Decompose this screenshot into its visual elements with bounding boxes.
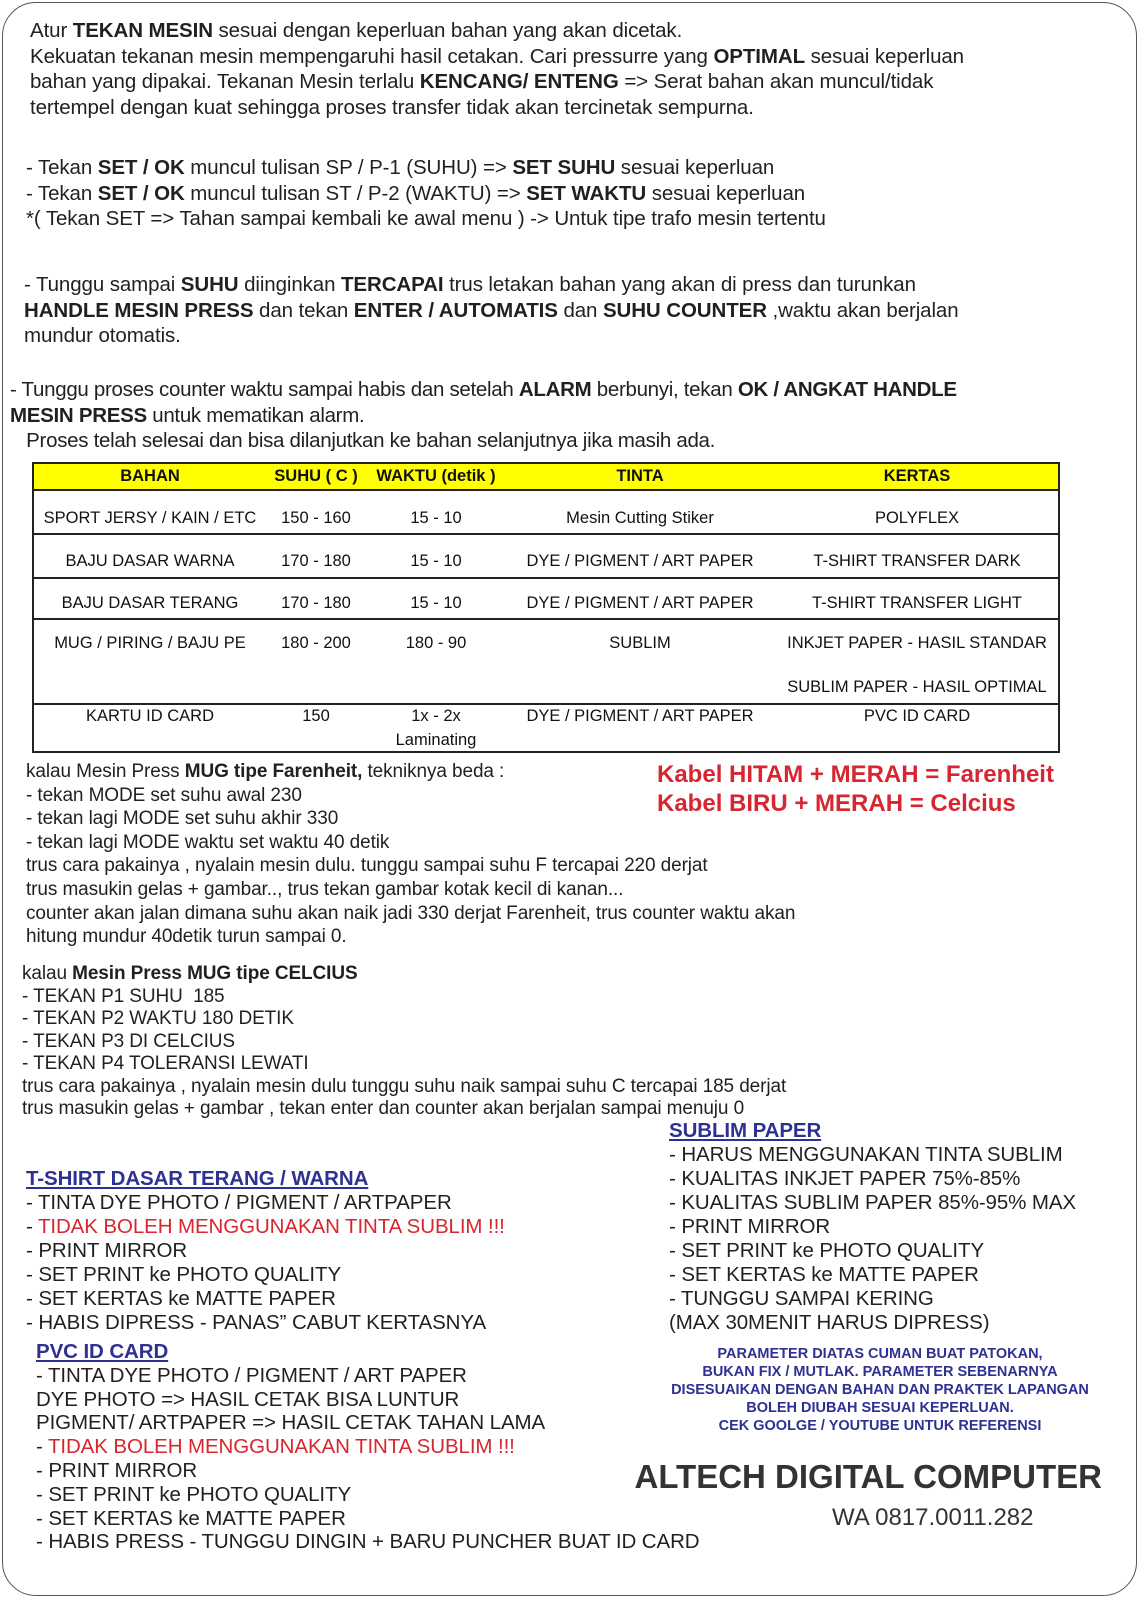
header-kertas: KERTAS xyxy=(883,467,951,485)
cable-legend xyxy=(657,760,1054,818)
text-line: - tekan MODE set suhu awal 230 xyxy=(26,784,302,806)
text-line: *( Tekan SET => Tahan sampai kembali ke awal menu ) -> Untuk tipe trafo mesin tertentu xyxy=(26,207,826,230)
cell-bahan: KARTU ID CARD xyxy=(85,707,215,725)
cell-suhu: 170 - 180 xyxy=(281,594,351,612)
pvc-list xyxy=(36,1364,700,1554)
text-line: PIGMENT/ ARTPAPER => HASIL CETAK TAHAN LAMA xyxy=(36,1411,546,1435)
text-line: - TEKAN P4 TOLERANSI LEWATI xyxy=(22,1053,309,1074)
text-line: - SET KERTAS ke MATTE PAPER xyxy=(36,1506,346,1530)
table-header-row xyxy=(34,464,1058,491)
cell-tinta: SUBLIM xyxy=(609,634,671,652)
tshirt-list xyxy=(26,1191,505,1335)
text-line: - TEKAN P2 WAKTU 180 DETIK xyxy=(22,1008,294,1029)
text-line: - SET KERTAS ke MATTE PAPER xyxy=(669,1263,979,1286)
header-bahan: BAHAN xyxy=(120,467,180,485)
cell-tinta: DYE / PIGMENT / ART PAPER xyxy=(526,594,754,612)
text-line: - Tekan SET / OK muncul tulisan ST / P-2 (WAKTU) => SET WAKTU sesuai keperluan xyxy=(26,181,806,205)
sublim-list xyxy=(669,1143,1076,1335)
text-line: - HARUS MENGGUNAKAN TINTA SUBLIM xyxy=(669,1143,1063,1166)
sublim-section xyxy=(669,1119,1076,1335)
note-line: CEK GOOLGE / YOUTUBE UNTUK REFERENSI xyxy=(718,1418,1042,1434)
text-line: - SET PRINT ke PHOTO QUALITY xyxy=(26,1263,342,1286)
alarm-step-paragraph xyxy=(10,377,957,454)
text-line: - PRINT MIRROR xyxy=(669,1215,831,1238)
text-line: - KUALITAS INKJET PAPER 75%-85% xyxy=(669,1167,1021,1190)
text-line: mundur otomatis. xyxy=(24,324,181,347)
text-line: - Tekan SET / OK muncul tulisan SP / P-1 (SUHU) => SET SUHU sesuai keperluan xyxy=(26,156,775,179)
text-line: - Tunggu proses counter waktu sampai habis dan setelah ALARM berbunyi, tekan OK / ANGKAT HANDLE xyxy=(10,378,957,401)
cell-waktu: 180 - 90 xyxy=(405,634,467,652)
cell-kertas: T-SHIRT TRANSFER DARK xyxy=(813,552,1021,570)
cell-tinta: DYE / PIGMENT / ART PAPER xyxy=(526,707,754,725)
text-line: - HABIS DIPRESS - PANAS” CABUT KERTASNYA xyxy=(26,1311,487,1334)
cell-suhu: 150 xyxy=(302,707,330,725)
text-line: Proses telah selesai dan bisa dilanjutkan ke bahan selanjutnya jika masih ada. xyxy=(10,429,716,452)
text-line: counter akan jalan dimana suhu akan naik jadi 330 derjat Farenheit, trus counter waktu akan xyxy=(26,902,796,924)
note-line: DISESUAIKAN DENGAN BAHAN DAN PRAKTEK LAPANGAN xyxy=(671,1382,1089,1398)
text-line: - tekan lagi MODE waktu set waktu 40 detik xyxy=(26,831,390,853)
cell-waktu: 15 - 10 xyxy=(410,509,462,527)
cell-tinta: DYE / PIGMENT / ART PAPER xyxy=(526,552,754,570)
text-line: - KUALITAS SUBLIM PAPER 85%-95% MAX xyxy=(669,1191,1077,1214)
text-line: - PRINT MIRROR xyxy=(26,1239,188,1262)
text-line: trus masukin gelas + gambar.., trus tekan gambar kotak kecil di kanan... xyxy=(26,878,624,900)
text-line: - SET KERTAS ke MATTE PAPER xyxy=(26,1287,336,1310)
cell-tinta: Mesin Cutting Stiker xyxy=(566,509,714,527)
celcius-instructions xyxy=(22,963,786,1121)
text-line: MESIN PRESS untuk mematikan alarm. xyxy=(10,403,365,427)
cell-waktu: 15 - 10 xyxy=(410,552,462,570)
text-line: - PRINT MIRROR xyxy=(36,1458,198,1482)
cell-bahan: BAJU DASAR TERANG xyxy=(61,594,239,612)
table-row xyxy=(34,491,1058,535)
pvc-section xyxy=(36,1340,700,1554)
disclaimer-note xyxy=(640,1345,1120,1435)
note-line: PARAMETER DIATAS CUMAN BUAT PATOKAN, xyxy=(717,1346,1043,1362)
text-line: - SET PRINT ke PHOTO QUALITY xyxy=(669,1239,985,1262)
cell-suhu: 170 - 180 xyxy=(281,552,351,570)
text-line: kalau Mesin Press MUG tipe Farenheit, tekniknya beda : xyxy=(26,761,505,782)
text-line: HANDLE MESIN PRESS dan tekan ENTER / AUTOMATIS dan SUHU COUNTER ,waktu akan berjalan xyxy=(24,298,959,322)
note-line: BOLEH DIUBAH SESUAI KEPERLUAN. xyxy=(746,1400,1014,1416)
cell-kertas-secondary: SUBLIM PAPER - HASIL OPTIMAL xyxy=(787,678,1047,696)
cell-kertas: T-SHIRT TRANSFER LIGHT xyxy=(812,594,1022,612)
text-line: - TEKAN P3 DI CELCIUS xyxy=(22,1030,235,1052)
text-line: Kekuatan tekanan mesin mempengaruhi hasil cetakan. Cari pressurre yang OPTIMAL sesuai keperluan xyxy=(30,44,964,68)
sublim-title: SUBLIM PAPER xyxy=(669,1119,822,1142)
press-settings-table xyxy=(32,462,1060,753)
text-line: trus cara pakainya , nyalain mesin dulu. tunggu sampai suhu F tercapai 220 derjat xyxy=(26,855,708,877)
text-line: - TUNGGU SAMPAI KERING xyxy=(669,1287,934,1310)
cell-kertas: INKJET PAPER - HASIL STANDAR xyxy=(787,634,1047,652)
table-row xyxy=(34,620,1058,705)
text-line: - TEKAN P1 SUHU 185 xyxy=(22,985,225,1007)
text-line: trus cara pakainya , nyalain mesin dulu tunggu suhu naik sampai suhu C tercapai 185 derjat xyxy=(22,1075,787,1097)
set-steps-list xyxy=(26,155,826,232)
text-line: - Tunggu sampai SUHU diinginkan TERCAPAI trus letakan bahan yang akan di press dan turunkan xyxy=(24,273,916,296)
note-line: BUKAN FIX / MUTLAK. PARAMETER SEBENARNYA xyxy=(702,1364,1058,1380)
text-line: bahan yang dipakai. Tekanan Mesin terlalu KENCANG/ ENTENG => Serat bahan akan muncul/tidak xyxy=(30,70,934,93)
cell-suhu: 150 - 160 xyxy=(281,509,351,527)
whatsapp-contact: WA 0817.0011.282 xyxy=(832,1504,1034,1531)
tshirt-title: T-SHIRT DASAR TERANG / WARNA xyxy=(26,1167,369,1190)
header-waktu: WAKTU (detik ) xyxy=(376,467,496,485)
text-line: - tekan lagi MODE set suhu akhir 330 xyxy=(26,808,339,830)
cable-celcius: Kabel BIRU + MERAH = Celcius xyxy=(657,790,1016,817)
text-line: - TIDAK BOLEH MENGGUNAKAN TINTA SUBLIM !!! xyxy=(36,1435,515,1459)
cell-waktu: 15 - 10 xyxy=(410,594,462,612)
cell-kertas: POLYFLEX xyxy=(874,509,960,527)
header-suhu: SUHU ( C ) xyxy=(274,467,358,485)
table-row xyxy=(34,705,1058,753)
cell-bahan: MUG / PIRING / BAJU PE xyxy=(54,634,246,652)
text-line: - SET PRINT ke PHOTO QUALITY xyxy=(36,1482,352,1506)
intro-paragraph xyxy=(30,18,964,120)
cell-waktu: 1x - 2x xyxy=(411,707,461,725)
text-line: DYE PHOTO => HASIL CETAK BISA LUNTUR xyxy=(36,1387,460,1411)
text-line: - TINTA DYE PHOTO / PIGMENT / ARTPAPER xyxy=(26,1191,452,1214)
text-line: trus masukin gelas + gambar , tekan enter dan counter akan berjalan sampai menuju 0 xyxy=(22,1098,745,1119)
text-line: hitung mundur 40detik turun sampai 0. xyxy=(26,926,347,948)
text-line: kalau Mesin Press MUG tipe CELCIUS xyxy=(22,963,358,984)
cell-bahan: SPORT JERSY / KAIN / ETC xyxy=(43,509,257,527)
table-row xyxy=(34,579,1058,620)
cell-bahan: BAJU DASAR WARNA xyxy=(65,552,235,570)
text-line: - TIDAK BOLEH MENGGUNAKAN TINTA SUBLIM !!! xyxy=(26,1215,505,1238)
cell-kertas: PVC ID CARD xyxy=(863,707,971,725)
cell-waktu-secondary: Laminating xyxy=(395,731,477,749)
text-line: Atur TEKAN MESIN sesuai dengan keperluan bahan yang akan dicetak. xyxy=(30,19,683,42)
text-line: - HABIS PRESS - TUNGGU DINGIN + BARU PUNCHER BUAT ID CARD xyxy=(36,1530,700,1554)
cell-suhu: 180 - 200 xyxy=(281,634,351,652)
brand-name: ALTECH DIGITAL COMPUTER xyxy=(634,1458,1102,1495)
text-line: tertempel dengan kuat sehingga proses transfer tidak akan tercinetak sempurna. xyxy=(30,95,754,119)
cable-fahrenheit: Kabel HITAM + MERAH = Farenheit xyxy=(657,761,1054,788)
tshirt-section xyxy=(26,1167,505,1335)
text-line: - TINTA DYE PHOTO / PIGMENT / ART PAPER xyxy=(36,1363,467,1387)
pvc-title: PVC ID CARD xyxy=(36,1340,169,1363)
wait-step-paragraph xyxy=(24,272,959,349)
header-tinta: TINTA xyxy=(616,467,664,485)
table-row xyxy=(34,535,1058,579)
text-line: (MAX 30MENIT HARUS DIPRESS) xyxy=(669,1311,990,1334)
